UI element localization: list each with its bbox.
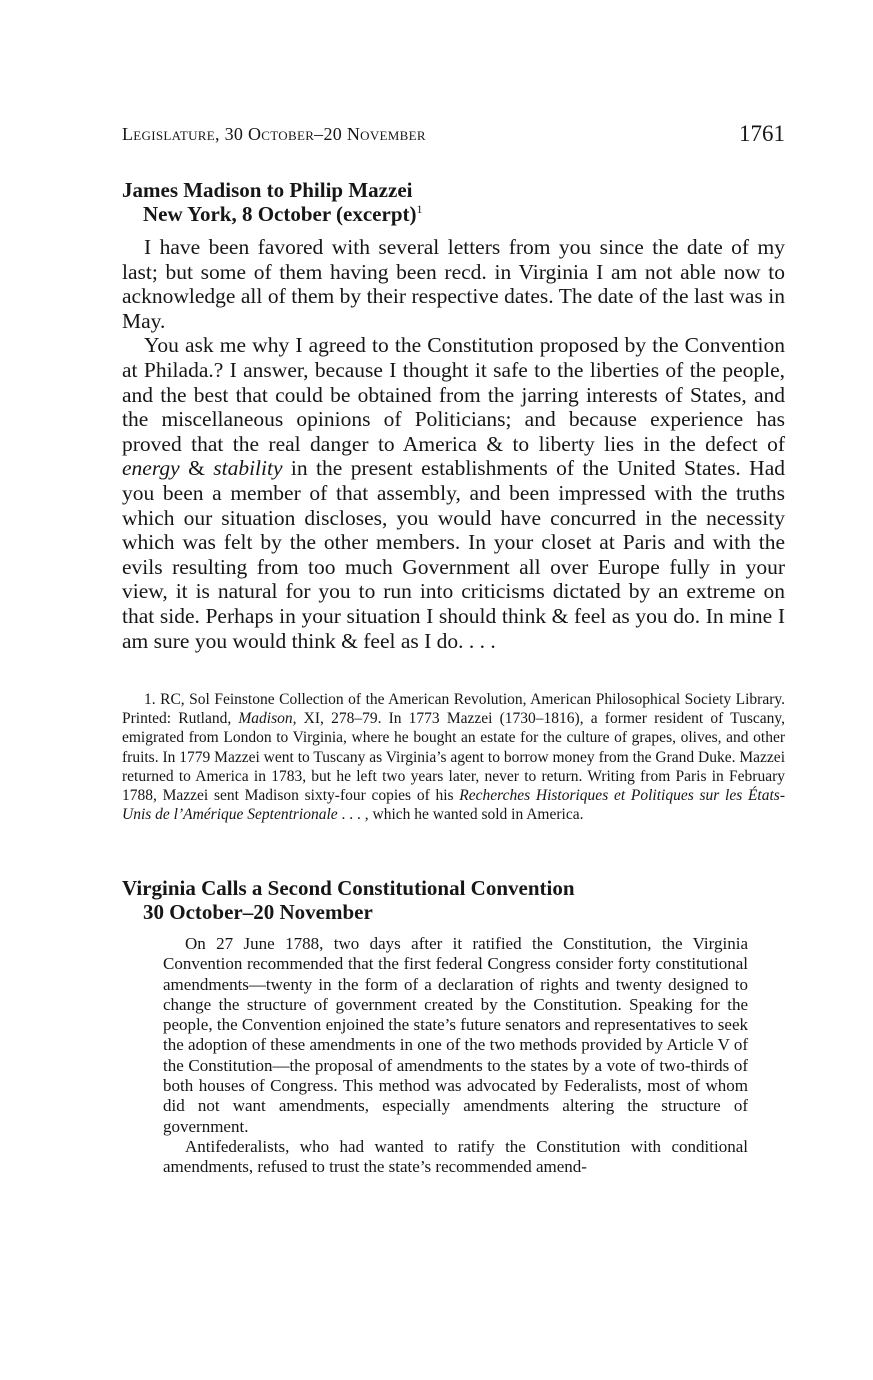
running-head-title: Legislature, 30 October–20 November <box>122 124 426 144</box>
footnote: 1. RC, Sol Feinstone Collection of the American Revolution, American Philosophical Society Library. Printed: Rutland, Madison, XI, 278–79. In 1773 Mazzei (1730–1816), a former resident of Tuscany, emigrated from London to Virginia, where he bought an estate for the culture of grapes, olives, and other fruits. In 1779 Mazzei went to Tuscany as Virginia’s agent to borrow money from the Grand Duke. Mazzei returned to America in 1783, but he left two years later, never to return. Writing from Paris in February 1788, Mazzei sent Madison sixty-four copies of his Recherches Historiques et Politiques sur les États-Unis de l’Amérique Septentrionale . . . , which he wanted sold in America. <box>122 691 785 824</box>
footnote-book-title: Recherches Historiques et Politiques sur les États-Unis de l’Amérique Septentrionale <box>122 787 785 824</box>
running-head <box>122 121 785 154</box>
page-number: 1761 <box>739 121 785 146</box>
section-heading-dates: 30 October–20 November <box>143 900 373 924</box>
letter-heading <box>122 178 423 226</box>
letter-paragraph: You ask me why I agreed to the Constitution proposed by the Convention at Philada.? I answer, because I thought it safe to the liberties of the people, and the best that could be obtained from the jarring interests of States, and the miscellaneous opinions of Politicians; and because experience has proved that the real danger to America & to liberty lies in the defect of energy & stability in the present establishments of the United States. Had you been a member of that assembly, and been impressed with the truths which our situation discloses, you would have concurred in the necessity which was felt by the other members. In your closet at Paris and with the evils resulting from too much Government all over Europe fully in your view, it is natural for you to run into criticisms dictated by an extreme on that side. Perhaps in your situation I should think & feel as you do. In mine I am sure you would think & feel as I do. . . . <box>122 333 785 653</box>
section-heading-title: Virginia Calls a Second Constitutional Convention <box>122 876 575 900</box>
section-heading <box>122 876 575 924</box>
intro-paragraph: On 27 June 1788, two days after it ratified the Constitution, the Virginia Convention recommended that the first federal Congress consider forty constitutional amendments—twenty in the form of a declaration of rights and twenty designed to change the structure of government created by the Constitution. Speaking for the people, the Convention enjoined the state’s future senators and representatives to seek the adoption of these amendments in one of the two methods provided by Article V of the Constitution—the proposal of amendments to the states by a vote of two-thirds of both houses of Congress. This method was advocated by Federalists, most of whom did not want amendments, especially amendments altering the structure of government. <box>163 934 748 1136</box>
footnote-emphasis: Madison, <box>238 710 297 728</box>
letter-body <box>122 235 785 653</box>
intro-paragraph: Antifederalists, who had wanted to ratify the Constitution with conditional amendments, refused to trust the state’s recommended amend- <box>163 1136 748 1177</box>
letter-paragraph: I have been favored with several letters from you since the date of my last; but some of them having been recd. in Virginia I am not able now to acknowledge all of them by their respective dates. The date of the last was in May. <box>122 235 785 333</box>
letter-heading-title: James Madison to Philip Mazzei <box>122 178 413 202</box>
letter-heading-dateline: New York, 8 October (excerpt) <box>143 202 417 226</box>
emphasis-energy: energy <box>122 456 180 481</box>
footnote-marker: 1 <box>416 202 423 216</box>
emphasis-stability: stability <box>213 456 283 481</box>
section-intro <box>163 934 748 1178</box>
